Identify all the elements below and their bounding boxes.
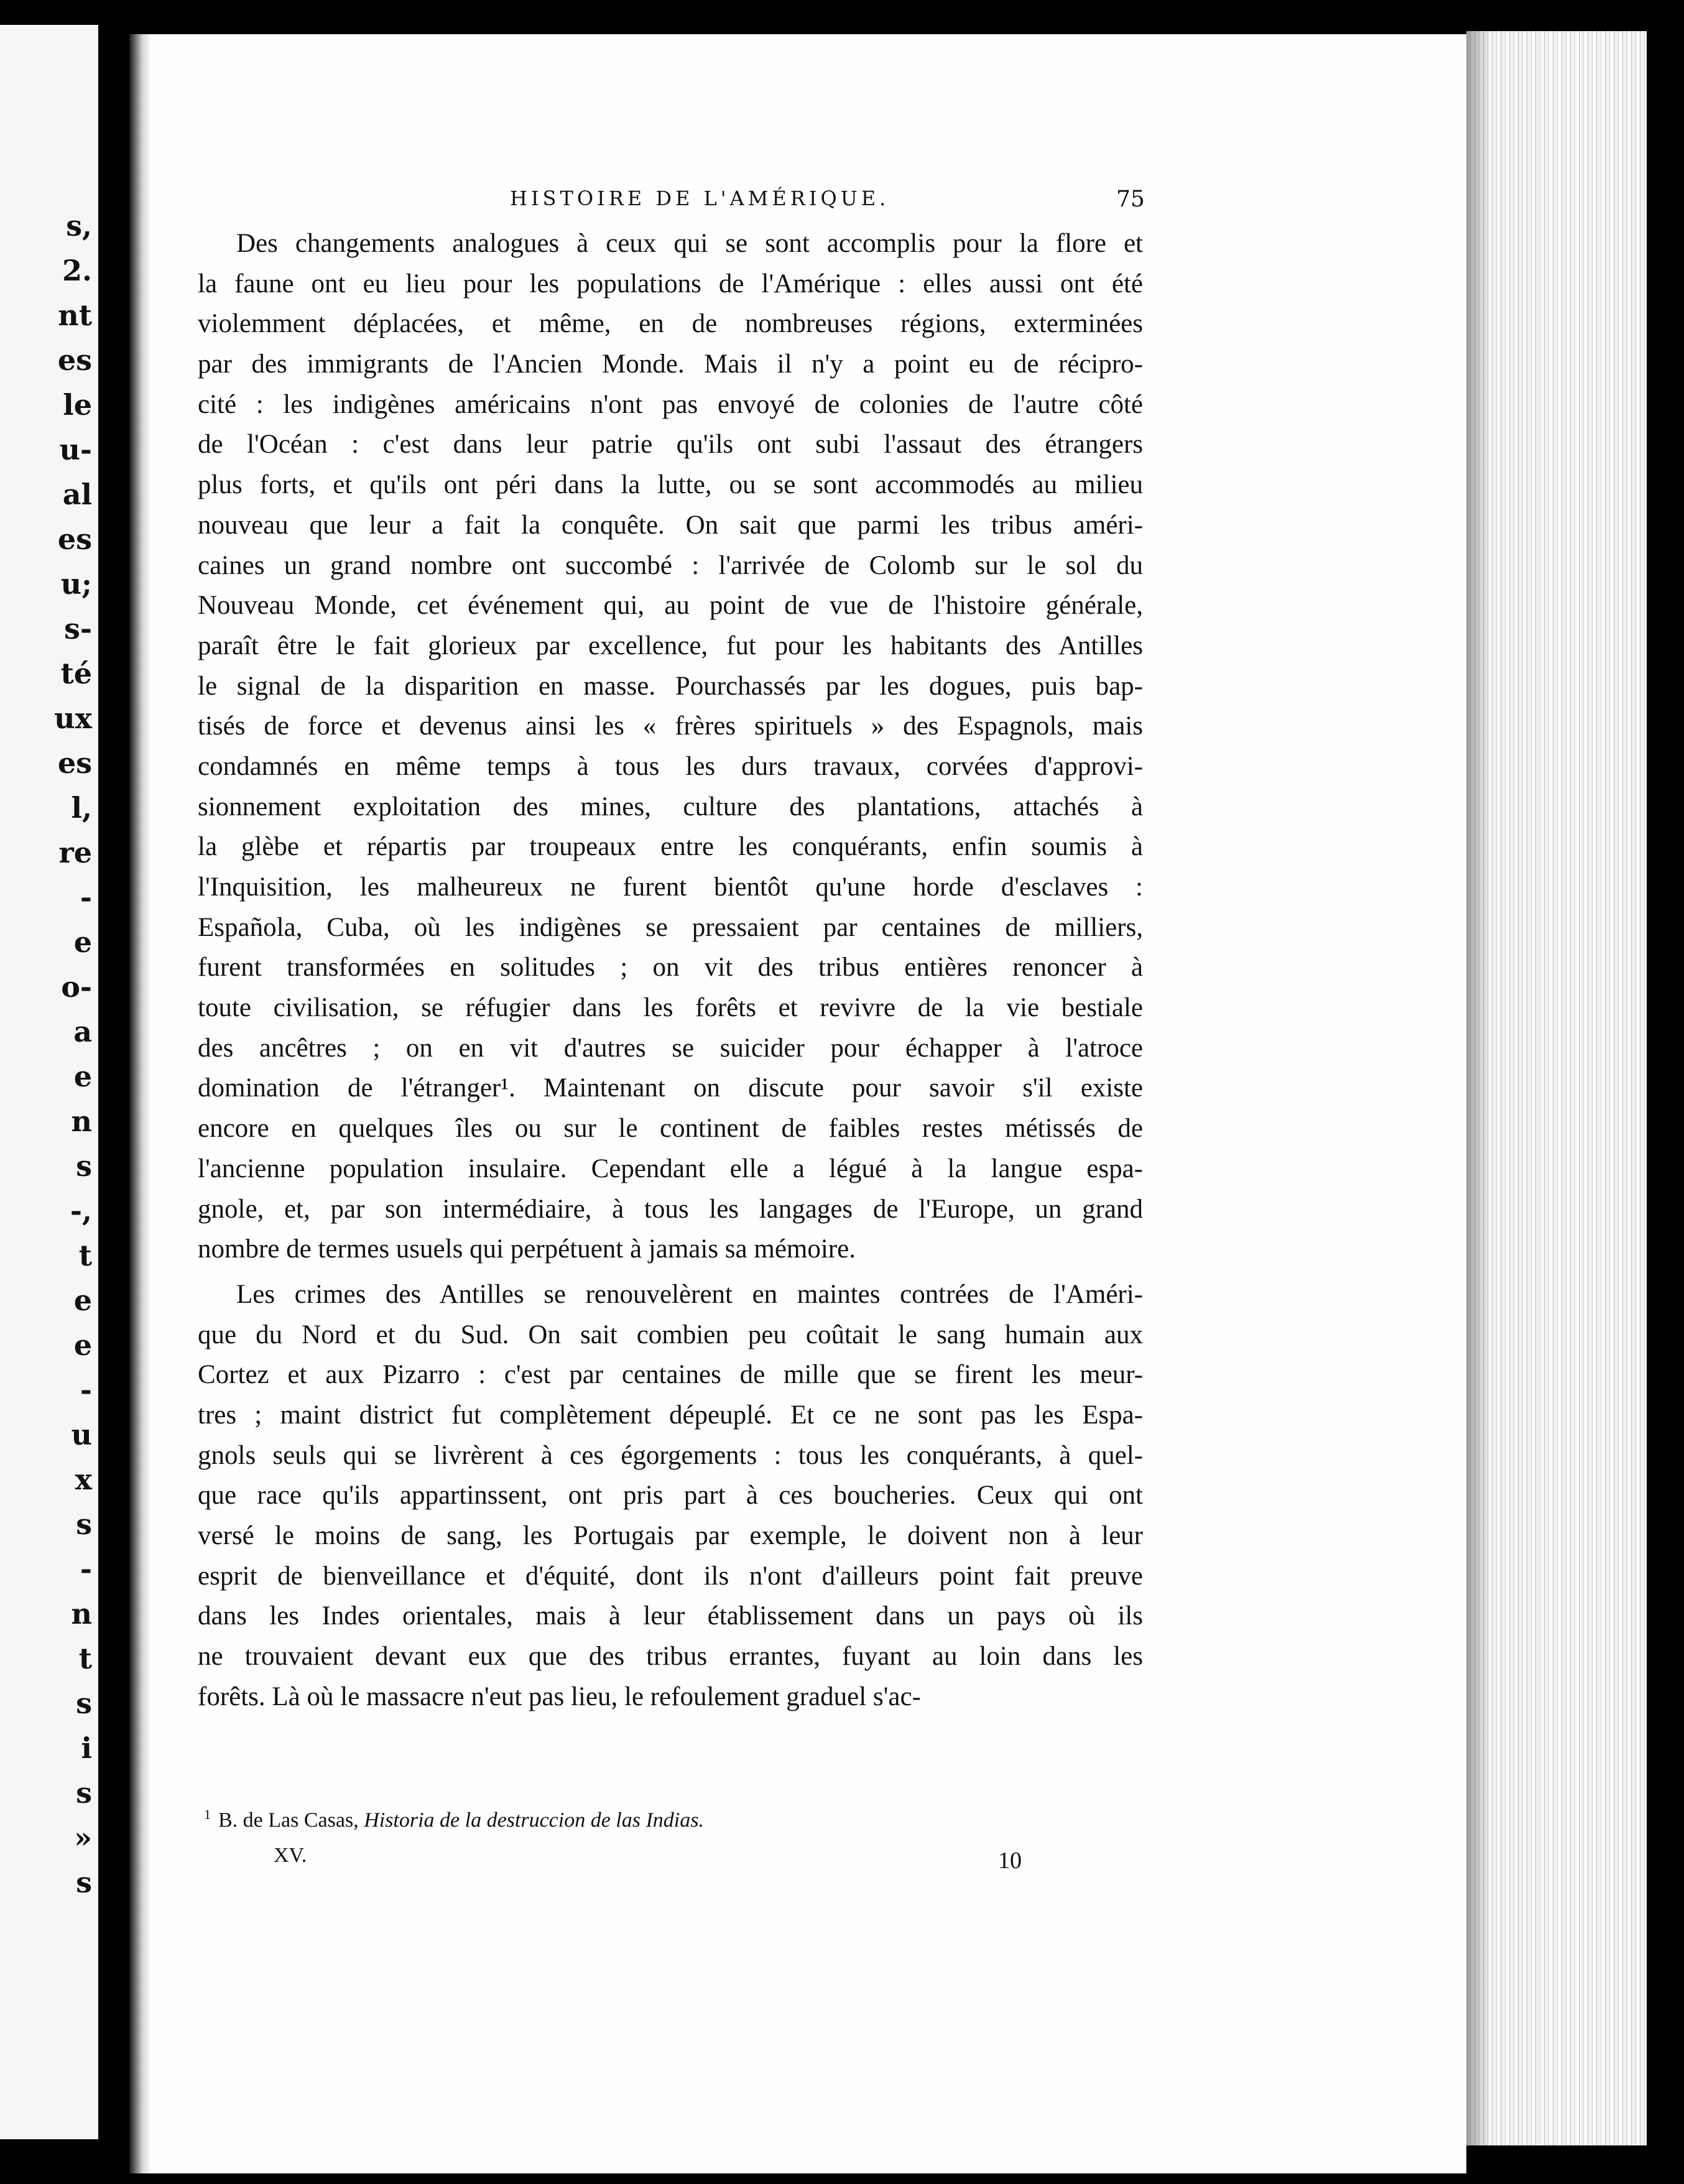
signature-mark: XV. bbox=[274, 1844, 307, 1867]
text-line: furent transformées en solitudes ; on vit des tribus entières renoncer à bbox=[198, 953, 1143, 983]
text-line: Española, Cuba, où les indigènes se pressaient par centaines de milliers, bbox=[198, 912, 1143, 942]
facing-page-fragment: té bbox=[60, 657, 92, 690]
paragraph bbox=[198, 224, 1143, 1270]
text-line: par des immigrants de l'Ancien Monde. Mais il n'y a point eu de récipro- bbox=[198, 349, 1143, 379]
text-line: domination de l'étranger¹. Maintenant on discute pour savoir s'il existe bbox=[198, 1073, 1143, 1103]
facing-page-fragment: - bbox=[80, 1373, 92, 1407]
facing-page-fragment: s bbox=[76, 1507, 92, 1541]
facing-page-fragment: le bbox=[63, 388, 92, 422]
facing-page-fragment: s, bbox=[66, 209, 92, 243]
facing-page-fragment: re bbox=[58, 836, 92, 869]
facing-page-fragment: n bbox=[71, 1104, 92, 1138]
facing-page-fragment: x bbox=[75, 1463, 92, 1496]
text-line: paraît être le fait glorieux par excellence, fut pour les habitants des Antilles bbox=[198, 631, 1143, 660]
page-stack-edge bbox=[1466, 31, 1647, 2145]
facing-page-fragment: u- bbox=[59, 433, 92, 466]
text-line: tres ; maint district fut complètement dépeuplé. Et ce ne sont pas les Espa- bbox=[198, 1400, 1143, 1430]
facing-page-fragment: - bbox=[80, 881, 92, 914]
text-line: la glèbe et répartis par troupeaux entre les conquérants, enfin soumis à bbox=[198, 832, 1143, 862]
text-line: que race qu'ils appartinssent, ont pris part à ces boucheries. Ceux qui ont bbox=[198, 1481, 1143, 1511]
text-line: esprit de bienveillance et d'équité, dont ils n'ont d'ailleurs point fait preuve bbox=[198, 1561, 1143, 1591]
text-line: gnols seuls qui se livrèrent à ces égorgements : tous les conquérants, à quel- bbox=[198, 1440, 1143, 1470]
text-line: Des changements analogues à ceux qui se sont accomplis pour la flore et bbox=[236, 229, 1143, 258]
facing-page-fragment: u bbox=[71, 1418, 92, 1451]
body-text bbox=[198, 224, 1143, 1717]
text-line: caines un grand nombre ont succombé : l'arrivée de Colomb sur le sol du bbox=[198, 550, 1143, 580]
text-line: toute civilisation, se réfugier dans les forêts et revivre de la vie bestiale bbox=[198, 993, 1143, 1023]
facing-page-fragment: e bbox=[73, 1060, 92, 1093]
facing-page-fragment: l, bbox=[71, 791, 92, 825]
footnote-author: B. de Las Casas, bbox=[218, 1808, 359, 1832]
facing-page-fragment: s- bbox=[64, 612, 92, 645]
text-line: cité : les indigènes américains n'ont pas envoyé de colonies de l'autre côté bbox=[198, 389, 1143, 419]
text-line: Cortez et aux Pizarro : c'est par centaines de mille que se firent les meur- bbox=[198, 1360, 1143, 1390]
text-line: que du Nord et du Sud. On sait combien peu coûtait le sang humain aux bbox=[198, 1320, 1143, 1349]
facing-page-fragment: es bbox=[57, 746, 92, 780]
facing-page-fragment: e bbox=[73, 925, 92, 959]
footnote-mark: 1 bbox=[204, 1807, 211, 1822]
facing-page-fragment: es bbox=[57, 343, 92, 377]
facing-page-fragment: - bbox=[80, 1552, 92, 1586]
paragraph bbox=[198, 1275, 1143, 1718]
text-line: la faune ont eu lieu pour les populations de l'Amérique : elles aussi ont été bbox=[198, 269, 1143, 298]
facing-page-fragment: e bbox=[73, 1328, 92, 1362]
facing-page-fragment: i bbox=[81, 1731, 92, 1765]
sheet-number: 10 bbox=[998, 1848, 1022, 1874]
facing-page-fragment: o- bbox=[61, 970, 92, 1004]
text-line: encore en quelques îles ou sur le continent de faibles restes métissés de bbox=[198, 1114, 1143, 1144]
facing-page-fragment: -, bbox=[70, 1194, 92, 1228]
text-line: plus forts, et qu'ils ont péri dans la lutte, ou se sont accommodés au milieu bbox=[198, 470, 1143, 500]
facing-page-fragment: » bbox=[74, 1821, 92, 1854]
spine-shadow bbox=[129, 34, 152, 2173]
facing-page-fragment: s bbox=[76, 1776, 92, 1810]
facing-page-fragment: nt bbox=[58, 298, 92, 332]
facing-page-fragment: ux bbox=[54, 701, 92, 735]
text-line: ne trouvaient devant eux que des tribus errantes, fuyant au loin dans les bbox=[198, 1642, 1143, 1672]
facing-page-fragment: s bbox=[76, 1687, 92, 1720]
facing-page-fragment: e bbox=[73, 1284, 92, 1317]
text-line: dans les Indes orientales, mais à leur établissement dans un pays où ils bbox=[198, 1601, 1143, 1631]
text-line: Nouveau Monde, cet événement qui, au point de vue de l'histoire générale, bbox=[198, 591, 1143, 621]
footnote-title: Historia de la destruccion de las Indias. bbox=[364, 1808, 704, 1832]
facing-page-fragment: al bbox=[62, 478, 92, 511]
text-line: sionnement exploitation des mines, culture des plantations, attachés à bbox=[198, 792, 1143, 821]
text-line: l'ancienne population insulaire. Cependant elle a légué à la langue espa- bbox=[198, 1154, 1143, 1183]
facing-page-fragment: 2. bbox=[62, 254, 92, 287]
book-gutter bbox=[98, 0, 129, 2184]
text-line: le signal de la disparition en masse. Pourchassés par les dogues, puis bap- bbox=[198, 671, 1143, 701]
facing-page-edge bbox=[0, 25, 98, 2139]
text-line: nouveau que leur a fait la conquête. On sait que parmi les tribus améri- bbox=[198, 510, 1143, 540]
text-line: violemment déplacées, et même, en de nombreuses régions, exterminées bbox=[198, 309, 1143, 339]
text-line: gnole, et, par son intermédiaire, à tous les langages de l'Europe, un grand bbox=[198, 1194, 1143, 1224]
facing-page-fragment: s bbox=[76, 1866, 92, 1899]
text-line: des ancêtres ; on en vit d'autres se suicider pour échapper à l'atroce bbox=[198, 1033, 1143, 1063]
facing-page-fragment: t bbox=[78, 1239, 92, 1272]
text-line: versé le moins de sang, les Portugais par exemple, le doivent non à leur bbox=[198, 1521, 1143, 1550]
facing-page-fragment: es bbox=[57, 522, 92, 556]
facing-page-fragment: t bbox=[78, 1642, 92, 1675]
text-line: condamnés en même temps à tous les durs travaux, corvées d'approvi- bbox=[198, 751, 1143, 781]
text-line: l'Inquisition, les malheureux ne furent bientôt qu'une horde d'esclaves : bbox=[198, 872, 1143, 902]
text-line: de l'Océan : c'est dans leur patrie qu'ils ont subi l'assaut des étrangers bbox=[198, 430, 1143, 460]
text-line: tisés de force et devenus ainsi les « frères spirituels » des Espagnols, mais bbox=[198, 711, 1143, 741]
facing-page-fragment: u; bbox=[60, 567, 92, 601]
facing-page-fragment: a bbox=[73, 1015, 92, 1048]
text-line: forêts. Là où le massacre n'eut pas lieu, le refoulement graduel s'ac- bbox=[198, 1682, 921, 1711]
page-number: 75 bbox=[1116, 187, 1145, 212]
facing-page-fragment: s bbox=[76, 1149, 92, 1183]
text-line: Les crimes des Antilles se renouvelèrent en maintes contrées de l'Améri- bbox=[236, 1279, 1143, 1309]
text-line: nombre de termes usuels qui perpétuent à jamais sa mémoire. bbox=[198, 1234, 856, 1264]
footnote bbox=[204, 1807, 704, 1832]
running-head: HISTOIRE DE L'AMÉRIQUE. bbox=[510, 187, 890, 210]
facing-page-fragment: n bbox=[71, 1597, 92, 1631]
